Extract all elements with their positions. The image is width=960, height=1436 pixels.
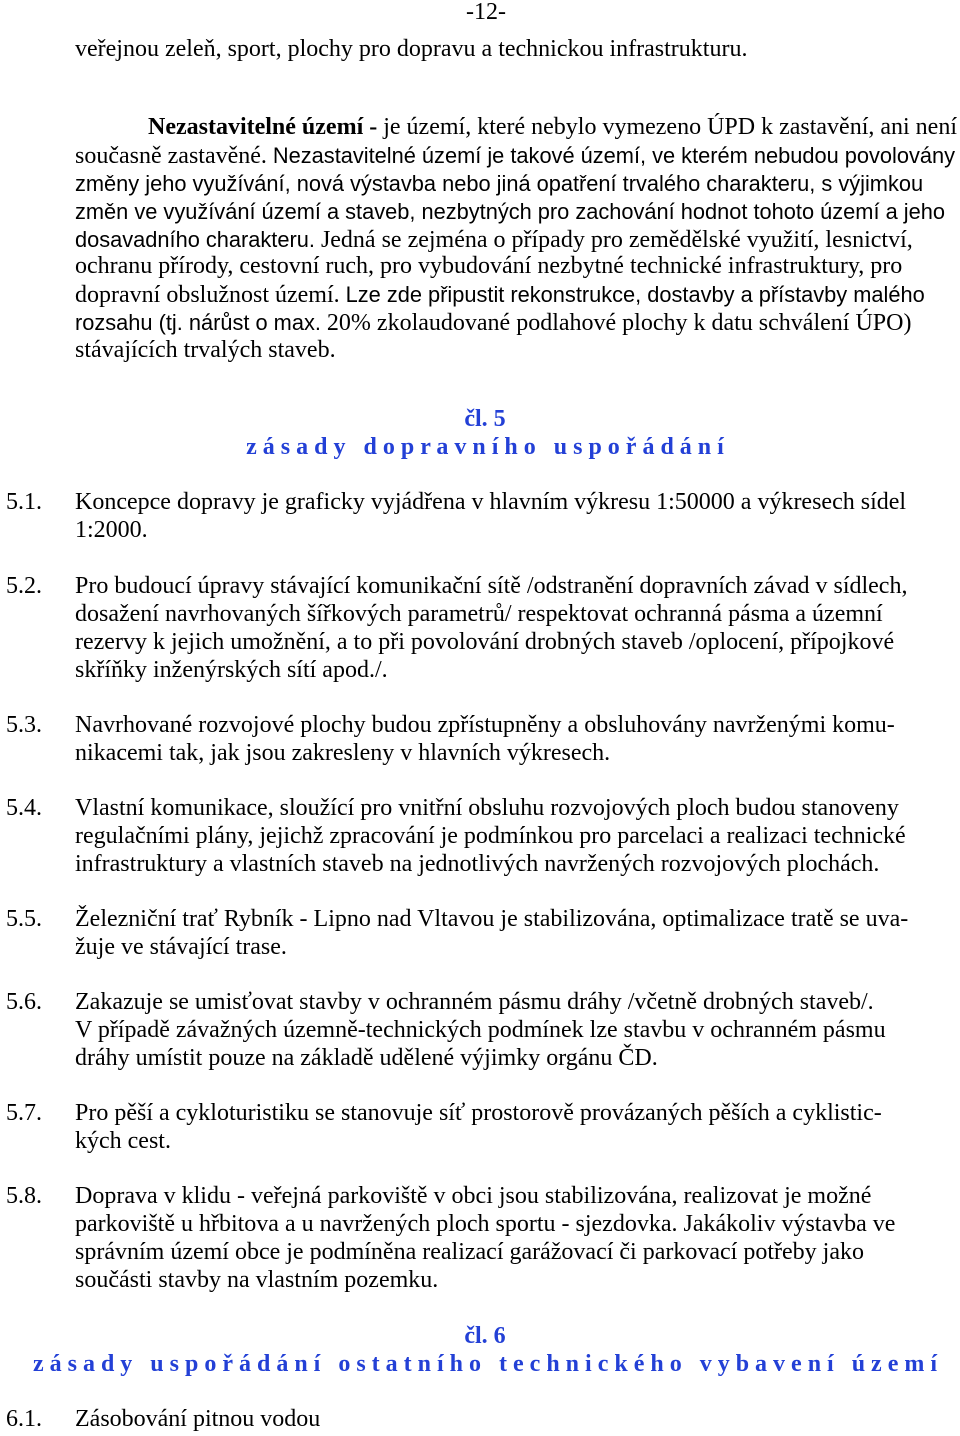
- article-5-heading: [10, 405, 960, 461]
- item-text-line: Železniční trať Rybník - Lipno nad Vltavou je stabilizována, optimalizace tratě se uva-: [75, 906, 909, 932]
- page-number: -12-: [466, 0, 506, 25]
- item-text-line: dosažení navrhovaných šířkových parametrů/ respektovat ochranná pásma a územní: [75, 601, 883, 627]
- paragraph-line: změny jeho využívání, nová výstavba nebo jiná opatření trvalého charakteru, s výjimkou: [75, 170, 924, 196]
- continuation-line: veřejnou zeleň, sport, plochy pro dopravu a technickou infrastrukturu.: [75, 36, 748, 62]
- item-text-line: Zásobování pitnou vodou: [75, 1406, 321, 1432]
- item-text-line: Zakazuje se umisťovat stavby v ochranném pásmu dráhy /včetně drobných staveb/.: [75, 989, 874, 1015]
- paragraph-text-amendment: Lze zde připustit rekonstrukce, dostavby a přístavby malého: [345, 282, 925, 308]
- article-title: z á s a d y u s p o ř á d á n í o s t a t n í h o t e c h n i c k é h o v y b a v e n í ú z e m í: [32, 1351, 938, 1377]
- item-number: 5.1.: [6, 489, 42, 515]
- paragraph-line: [75, 309, 911, 337]
- paragraph-line: [75, 281, 925, 309]
- paragraph-text-amendment: dosavadního charakteru.: [75, 226, 315, 252]
- item-text-line: Vlastní komunikace, sloužící pro vnitřní obsluhu rozvojových ploch budou stanoveny: [75, 795, 899, 821]
- item-number: 5.4.: [6, 795, 42, 821]
- paragraph-text-amendment: rozsahu (tj. nárůst o max.: [75, 310, 321, 336]
- article-number: čl. 6: [464, 1323, 506, 1349]
- item-5-7: [0, 1099, 960, 1154]
- paragraph-line: [148, 114, 957, 142]
- item-text-line: žuje ve stávající trase.: [75, 934, 287, 960]
- paragraph-line: stávajících trvalých staveb.: [75, 337, 336, 364]
- item-text-line: regulačními plány, jejichž zpracování je podmínkou pro parcelaci a realizaci technické: [75, 823, 906, 849]
- item-5-5: [0, 905, 960, 960]
- item-text-line: Doprava v klidu - veřejná parkoviště v obci jsou stabilizována, realizovat je možné: [75, 1183, 872, 1209]
- paragraph-text: dopravní obslužnost území.: [75, 282, 340, 309]
- item-5-2: [0, 572, 960, 683]
- paragraph-text: Jedná se zejména o případy pro zemědělské využití, lesnictví,: [320, 226, 913, 253]
- paragraph-text: je území, které nebylo vymezeno ÚPD k zastavění, ani není: [383, 114, 957, 140]
- paragraph-text: 20% zkolaudované podlahové plochy k datu schválení ÚPO): [326, 310, 912, 337]
- paragraph-text: současně zastavěné.: [75, 142, 267, 169]
- paragraph-line: [75, 142, 955, 170]
- item-text-line: infrastruktury a vlastních staveb na jednotlivých navržených rozvojových plochách.: [75, 851, 880, 877]
- item-6-1: [0, 1405, 960, 1433]
- item-text-line: V případě závažných územně-technických podmínek lze stavbu v ochranném pásmu: [75, 1017, 886, 1043]
- item-5-1: [0, 488, 960, 543]
- paragraph-line: [75, 226, 913, 254]
- item-text-line: Pro budoucí úpravy stávající komunikační sítě /odstranění dopravních závad v sídlech,: [75, 573, 908, 599]
- item-text-line: správním území obce je podmíněna realizací garážovací či parkovací potřeby jako: [75, 1239, 864, 1265]
- item-text-line: 1:2000.: [75, 517, 148, 543]
- item-5-4: [0, 794, 960, 877]
- paragraph-line: ochranu přírody, cestovní ruch, pro vybudování nezbytné technické infrastruktury, pro: [75, 253, 903, 280]
- article-title: z á s a d y d o p r a v n í h o u s p o ř á d á n í: [246, 434, 724, 460]
- item-text-line: rezervy k jejich umožnění, a to při povolování drobných staveb /oplocení, přípojkové: [75, 629, 895, 655]
- article-number: čl. 5: [464, 406, 506, 432]
- item-text-line: Pro pěší a cykloturistiku se stanovuje síť prostorově provázaných pěších a cyklistic-: [75, 1100, 882, 1126]
- paragraph-line: změn ve využívání území a staveb, nezbytných pro zachování hodnot tohoto území a jeho: [75, 198, 945, 224]
- item-text-line: skříňky inženýrských sítí apod./.: [75, 657, 388, 683]
- item-number: 5.7.: [6, 1100, 42, 1126]
- item-text-line: parkoviště u hřbitova a u navržených ploch sportu - sjezdovka. Jakákoliv výstavba ve: [75, 1211, 896, 1237]
- item-number: 5.2.: [6, 573, 42, 599]
- article-6-heading: [10, 1322, 960, 1378]
- item-number: 5.8.: [6, 1183, 42, 1209]
- item-text-line: Navrhované rozvojové plochy budou zpřístupněny a obsluhovány navrženými komu-: [75, 712, 895, 738]
- item-text-line: Koncepce dopravy je graficky vyjádřena v hlavním výkresu 1:50000 a výkresech sídel: [75, 489, 907, 515]
- item-text-line: součásti stavby na vlastním pozemku.: [75, 1267, 439, 1293]
- item-number: 5.3.: [6, 712, 42, 738]
- item-number: 5.5.: [6, 906, 42, 932]
- item-5-8: [0, 1182, 960, 1293]
- item-number: 5.6.: [6, 989, 42, 1015]
- item-number: 6.1.: [6, 1406, 42, 1432]
- paragraph-nezastavitelne-uzemi: [75, 114, 957, 365]
- paragraph-text-amendment: Nezastavitelné území je takové území, ve kterém nebudou povolovány: [272, 142, 956, 168]
- item-5-6: [0, 988, 960, 1071]
- item-text-line: kých cest.: [75, 1128, 171, 1154]
- item-text-line: dráhy umístit pouze na základě udělené výjimky orgánu ČD.: [75, 1045, 658, 1071]
- item-text-line: nikacemi tak, jak jsou zakresleny v hlavních výkresech.: [75, 740, 611, 766]
- term-bold: Nezastavitelné území -: [148, 114, 378, 140]
- item-5-3: [0, 711, 960, 766]
